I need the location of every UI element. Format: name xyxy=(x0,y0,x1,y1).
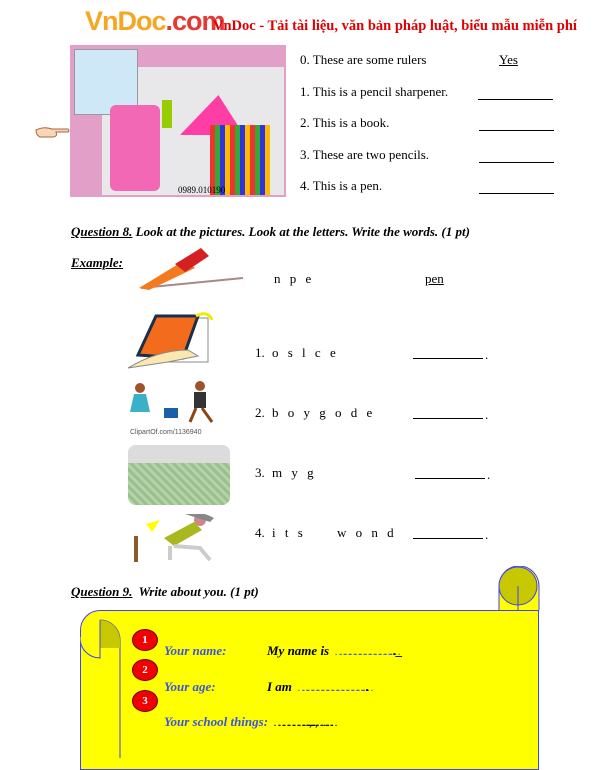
your-name-label: Your name: xyxy=(164,643,227,658)
example-label: Example: xyxy=(71,255,123,270)
statement-2: 2. This is a book. xyxy=(300,115,390,130)
item-2-end: . xyxy=(485,407,489,422)
statement-4: 4. This is a pen. xyxy=(300,178,383,193)
statement-1: 1. This is a pencil sharpener. xyxy=(300,84,449,99)
answer-blank-3[interactable] xyxy=(479,149,554,163)
answer-blank-2[interactable] xyxy=(479,117,554,131)
item-4-end: . xyxy=(485,527,489,542)
question9-heading: Question 9. Write about you. (1 pt) xyxy=(71,584,259,599)
answer-blank-word-4[interactable] xyxy=(413,525,483,539)
book-picture xyxy=(128,310,223,375)
name-row xyxy=(164,643,403,659)
school-things-row xyxy=(164,714,318,730)
scroll-left-curl xyxy=(80,618,122,763)
age-prefix: I am xyxy=(267,679,292,694)
answer-blank-word-2[interactable] xyxy=(413,405,483,419)
item-1-number: 1. xyxy=(255,345,265,360)
age-row xyxy=(164,679,369,695)
number-badge-3: 3 xyxy=(132,690,158,712)
number-badge-1: 1 xyxy=(132,629,158,651)
sit-down-picture xyxy=(130,514,225,567)
photo-caption: 0989.010190 xyxy=(178,185,226,195)
example-letters: n p e xyxy=(274,271,315,286)
item-4-letters: i t s w o n d xyxy=(272,525,397,540)
gym-picture xyxy=(128,445,230,505)
going-home-picture xyxy=(130,380,222,434)
answer-blank-word-3[interactable] xyxy=(415,465,485,479)
school-things-input[interactable]: ……………………., ………………... , xyxy=(273,715,312,729)
example-answer: pen xyxy=(425,271,444,286)
your-school-things-label: Your school things: xyxy=(164,714,269,729)
site-title: VnDoc - Tải tài liệu, văn bản pháp luật, biểu mẫu miễn phí xyxy=(213,18,577,34)
clipart-credit: ClipartOf.com/1136940 xyxy=(130,429,202,436)
school-supplies-photo xyxy=(70,45,286,197)
item-3-letters: m y g xyxy=(272,465,317,480)
answer-0: Yes xyxy=(499,52,518,67)
your-age-label: Your age: xyxy=(164,679,216,694)
name-end: ._ xyxy=(393,643,403,658)
number-badge-2: 2 xyxy=(132,659,158,681)
item-3-number: 3. xyxy=(255,465,265,480)
question8-heading: Question 8. Look at the pictures. Look at the letters. Write the words. (1 pt) xyxy=(71,224,470,239)
statement-3: 3. These are two pencils. xyxy=(300,147,429,162)
age-input[interactable]: …………………………………….. xyxy=(296,680,359,694)
item-2-letters: b o y g o d e xyxy=(272,405,376,420)
age-end: . xyxy=(365,679,370,694)
answer-blank-word-1[interactable] xyxy=(413,345,483,359)
item-3-end: . xyxy=(487,467,491,482)
item-4-number: 4. xyxy=(255,525,265,540)
answer-blank-4[interactable] xyxy=(479,180,554,194)
pen-picture xyxy=(135,246,245,297)
answer-blank-1[interactable] xyxy=(478,86,553,100)
statement-0: 0. These are some rulers xyxy=(300,52,427,67)
name-input[interactable]: ……………………………….. xyxy=(334,644,387,658)
name-prefix: My name is xyxy=(267,643,330,658)
vndoc-logo[interactable]: VnDoc.com xyxy=(85,6,225,36)
pointing-hand-icon xyxy=(34,124,70,145)
item-2-number: 2. xyxy=(255,405,265,420)
item-1-letters: o s l c e xyxy=(272,345,339,360)
item-1-end: . xyxy=(485,347,489,362)
